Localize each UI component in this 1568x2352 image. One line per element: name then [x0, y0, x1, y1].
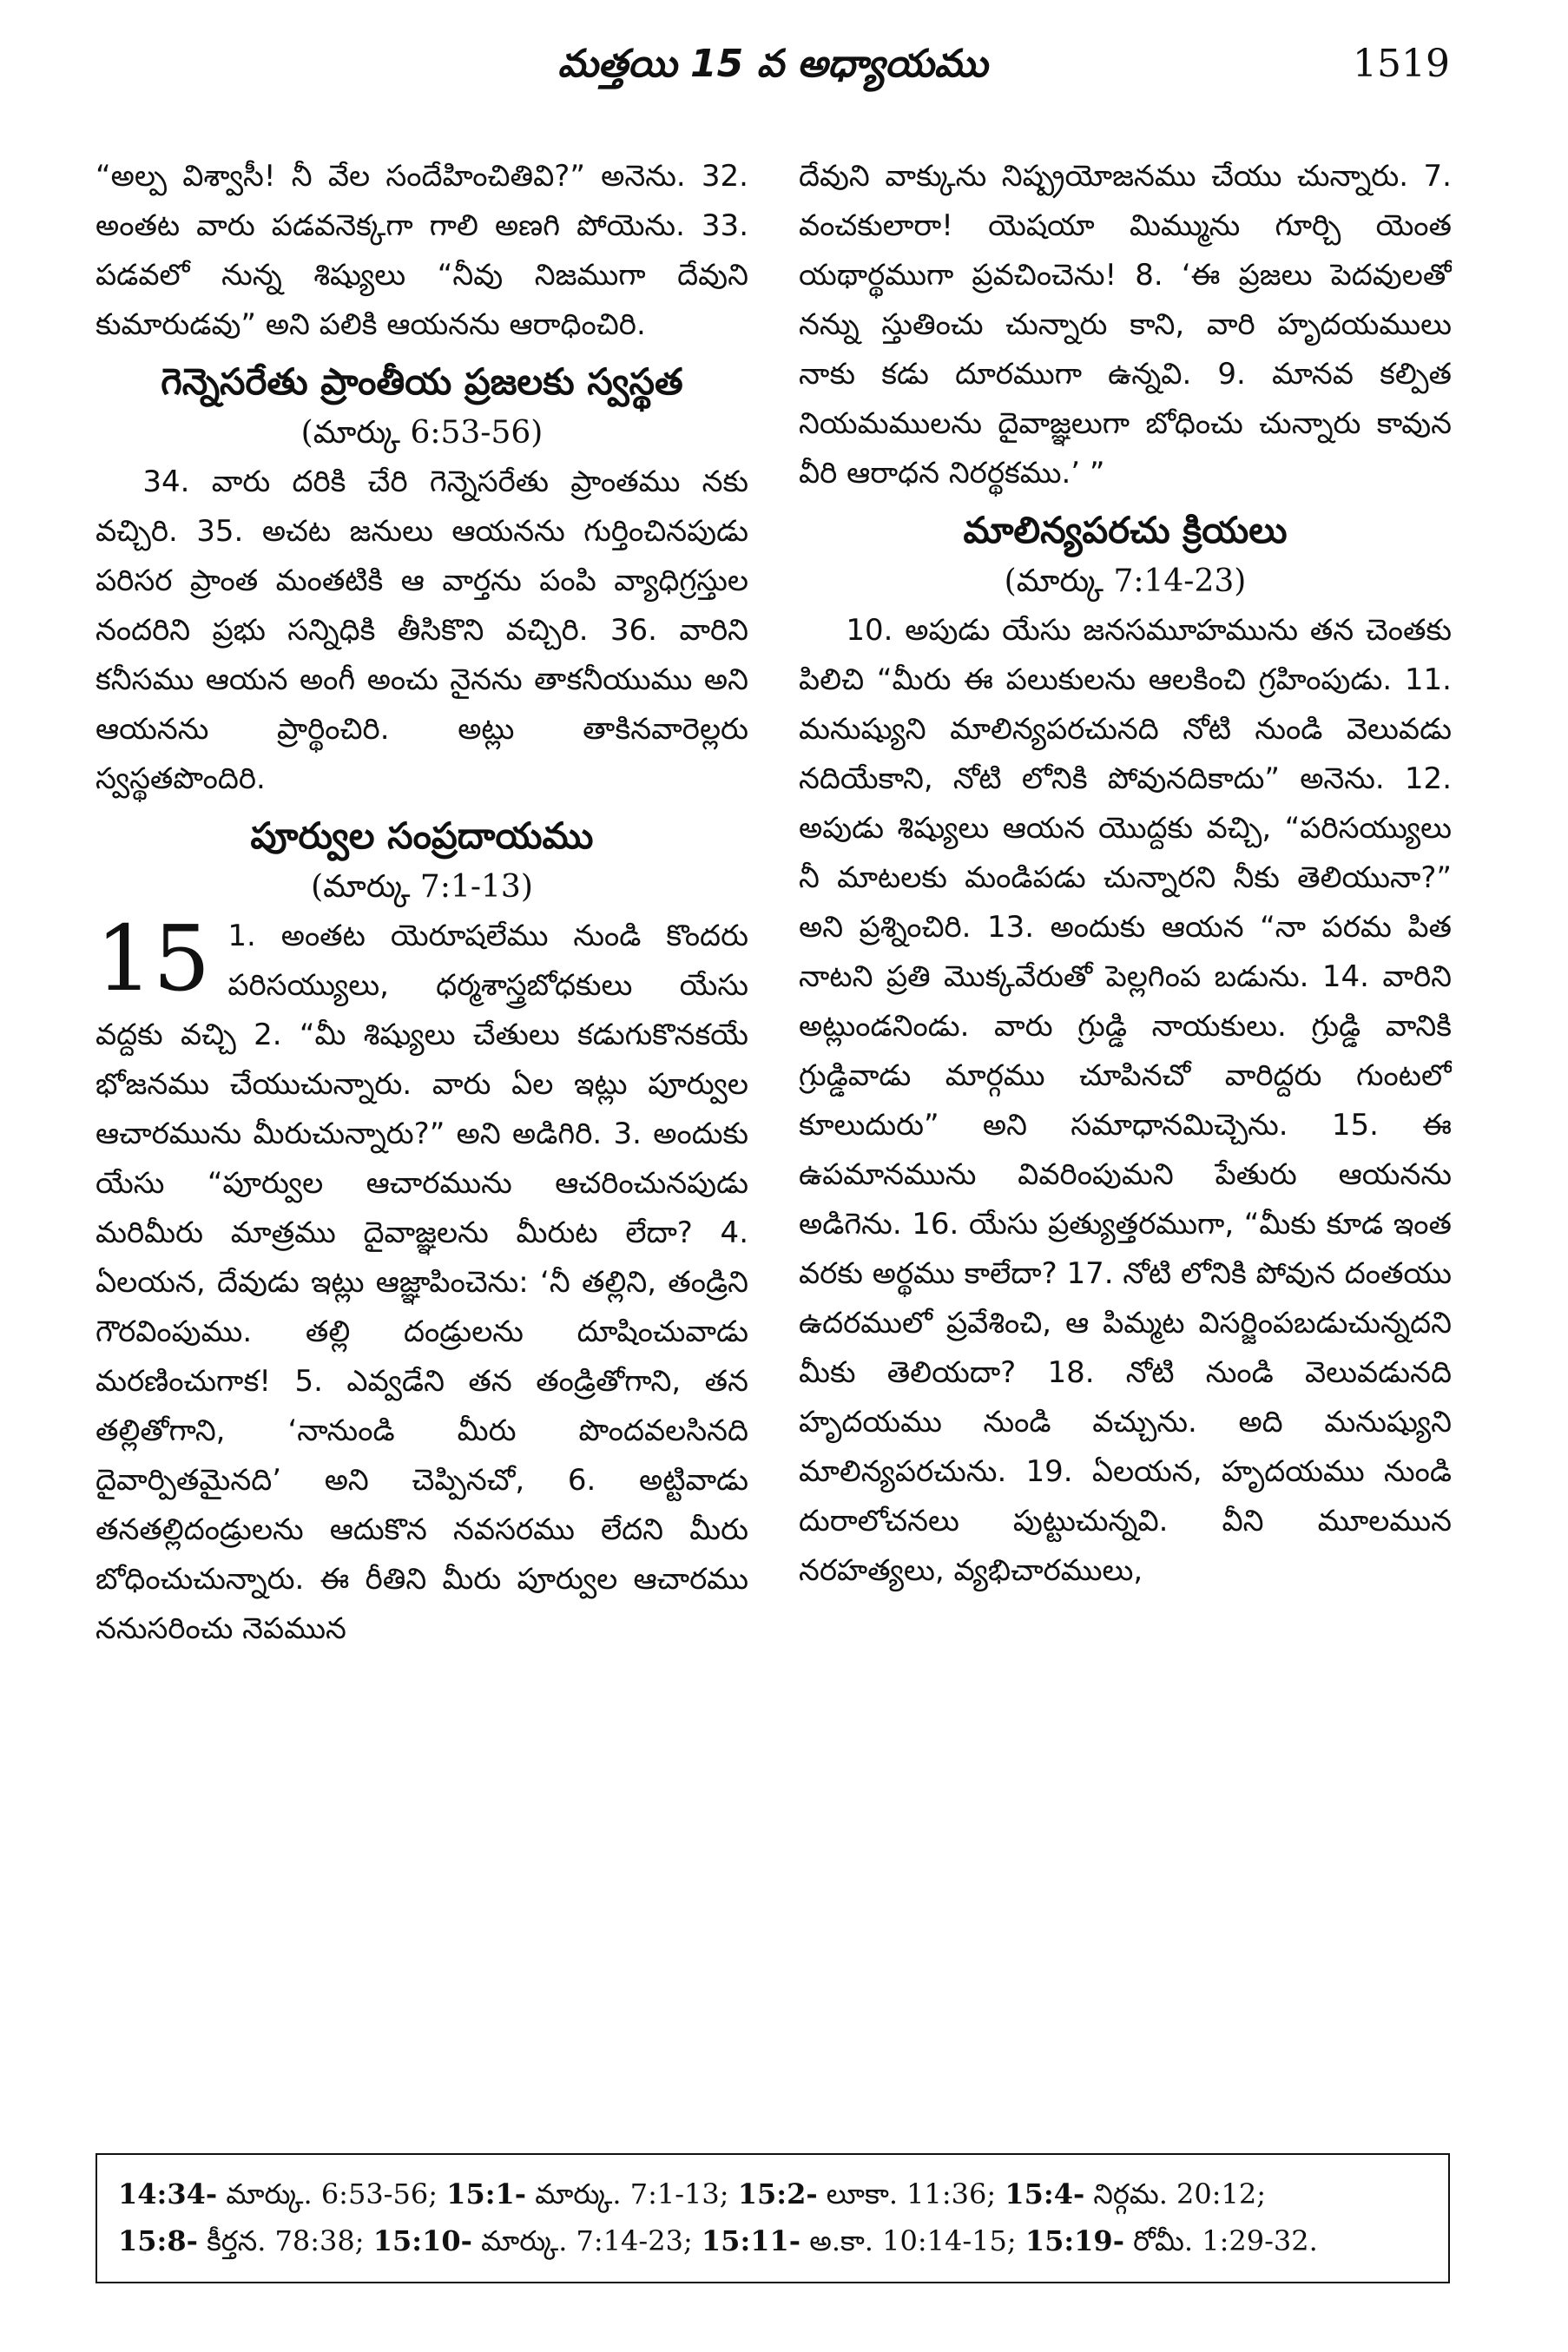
footnote-text: కీర్తన. 78:38;: [197, 2224, 373, 2257]
footnote-text: నిర్గమ. 20:12;: [1084, 2177, 1267, 2210]
footnote-text: లూకా. 11:36;: [817, 2177, 1005, 2210]
footnote-text: అ.కా. 10:14-15;: [800, 2224, 1025, 2257]
footnote-ref: 15:1-: [446, 2177, 527, 2210]
footnote-text: మార్కు. 6:53-56;: [217, 2177, 447, 2210]
footnote-text: మార్కు. 7:14-23;: [471, 2224, 702, 2257]
footnote-ref: 15:8-: [118, 2224, 198, 2257]
footnote-line: [118, 2171, 1427, 2217]
paragraph: దేవుని వాక్కును నిష్ప్రయోజనము చేయు చున్నారు. 7. వంచకులారా! యెషయా మిమ్మును గూర్చి యెంత యథార్థముగా ప్రవచించెను! 8. ‘ఈ ప్రజలు పెదవులతో నన్ను స్తుతించు చున్నారు కాని, వారి హృదయములు నాకు కడు దూరముగా ఉన్నవి. 9. మానవ కల్పిత నియమములను దైవాజ్ఞలుగా బోధించు చున్నారు కావున వీరి ఆరాధన నిరర్థకము.’ ”: [799, 159, 1452, 491]
right-column: [799, 152, 1452, 2105]
section-heading: పూర్వుల సంప్రదాయము: [250, 814, 594, 857]
page-number: 1519: [1353, 42, 1450, 86]
footnote-ref: 15:10-: [372, 2224, 472, 2257]
footnote-ref: 14:34-: [118, 2177, 218, 2210]
left-column: [96, 152, 748, 2105]
footnote-box: [96, 2153, 1450, 2283]
footnote-ref: 15:19-: [1024, 2224, 1124, 2257]
footnote-ref: 15:2-: [737, 2177, 818, 2210]
footnote-text: మార్కు. 7:1-13;: [526, 2177, 738, 2210]
section-heading: మాలిన్యపరచు క్రియలు: [963, 509, 1288, 551]
cross-reference: (మార్కు 6:53-56): [300, 415, 544, 451]
page-header: [96, 33, 1450, 102]
footnote-ref: 15:4-: [1005, 2177, 1085, 2210]
paragraph: “అల్ప విశ్వాసీ! నీ వేల సందేహించితివి?” అనెను. 32. అంతట వారు పడవనెక్కగా గాలి అణగి పోయెను. 33. పడవలో నున్న శిష్యులు “నీవు నిజముగా దేవుని కుమారుడవు” అని పలికి ఆయనను ఆరాధించిరి.: [96, 159, 748, 342]
footnote-ref: 15:11-: [701, 2224, 801, 2257]
paragraph: 10. అపుడు యేసు జనసమూహమును తన చెంతకు పిలిచి “మీరు ఈ పలుకులను ఆలకించి గ్రహింపుడు. 11. మనుష్యుని మాలిన్యపరచునది నోటి నుండి వెలువడు నదియేకాని, నోటి లోనికి పోవునదికాదు” అనెను. 12. అపుడు శిష్యులు ఆయన యొద్దకు వచ్చి, “పరిసయ్యులు నీ మాటలకు మండిపడు చున్నారని నీకు తెలియునా?” అని ప్రశ్నించిరి. 13. అందుకు ఆయన “నా పరమ పిత నాటని ప్రతి మొక్కవేరుతో పెల్లగింప బడును. 14. వారిని అట్లుండనిండు. వారు గ్రుడ్డి నాయకులు. గ్రుడ్డి వానికి గ్రుడ్డివాడు మార్గము చూపినచో వారిద్దరు గుంటలో కూలుదురు” అని సమాధానమిచ్చెను. 15. ఈ ఉపమానమును వివరింపుమని పేతురు ఆయనను అడిగెను. 16. యేసు ప్రత్యుత్తరముగా, “మీకు కూడ ఇంత వరకు అర్థము కాలేదా? 17. నోటి లోనికి పోవున దంతయు ఉదరములో ప్రవేశించి, ఆ పిమ్మట విసర్జింపబడుచున్నదని మీకు తెలియదా? 18. నోటి నుండి వెలువడునది హృదయము నుండి వచ్చును. అది మనుష్యుని మాలిన్యపరచును. 19. ఏలయన, హృదయము నుండి దురాలోచనలు పుట్టుచున్నవి. వీని మూలమున నరహత్యలు, వ్యభిచారములు,: [799, 613, 1452, 1588]
paragraph: 34. వారు దరికి చేరి గెన్నెసరేతు ప్రాంతము నకు వచ్చిరి. 35. అచట జనులు ఆయనను గుర్తించినపుడు పరిసర ప్రాంత మంతటికి ఆ వార్తను పంపి వ్యాధిగ్రస్తుల నందరిని ప్రభు సన్నిధికి తీసికొని వచ్చిరి. 36. వారిని కనీసము ఆయన అంగీ అంచు నైనను తాకనీయుము అని ఆయనను ప్రార్థించిరి. అట్లు తాకినవారెల్లరు స్వస్థతపొందిరి.: [96, 464, 748, 796]
chapter-number: 15: [96, 906, 211, 1011]
paragraph: 1. అంతట యెరూషలేము నుండి కొందరు పరిసయ్యులు, ధర్మశాస్త్రబోధకులు యేసు వద్దకు వచ్చి 2. “మీ శిష్యులు చేతులు కడుగుకొనకయే భోజనము చేయుచున్నారు. వారు ఏల ఇట్లు పూర్వుల ఆచారమును మీరుచున్నారు?” అని అడిగిరి. 3. అందుకు యేసు “పూర్వుల ఆచారమును ఆచరించునపుడు మరిమీరు మాత్రము దైవాజ్ఞలను మీరుట లేదా? 4. ఏలయన, దేవుడు ఇట్లు ఆజ్ఞాపించెను: ‘నీ తల్లిని, తండ్రిని గౌరవింపుము. తల్లి దండ్రులను దూషించువాడు మరణించుగాక! 5. ఎవ్వడేని తన తండ్రితోగాని, తన తల్లితోగాని, ‘నానుండి మీరు పొందవలసినది దైవార్పితమైనది’ అని చెప్పినచో, 6. అట్టివాడు తనతల్లిదండ్రులను ఆదుకొన నవసరము లేదని మీరు బోధించుచున్నారు. ఈ రీతిని మీరు పూర్వుల ఆచారము ననుసరించు నెపమున: [96, 919, 748, 1646]
chapter-title: మత్తయి 15 వ అధ్యాయము: [557, 42, 988, 86]
cross-reference: (మార్కు 7:14-23): [1004, 563, 1247, 599]
footnote-text: రోమీ. 1:29-32.: [1123, 2224, 1318, 2257]
cross-reference: (మార్కు 7:1-13): [311, 869, 533, 905]
section-heading: గెన్నెసరేతు ప్రాంతీయ ప్రజలకు స్వస్థత: [161, 360, 683, 403]
footnote-line: [118, 2217, 1427, 2264]
